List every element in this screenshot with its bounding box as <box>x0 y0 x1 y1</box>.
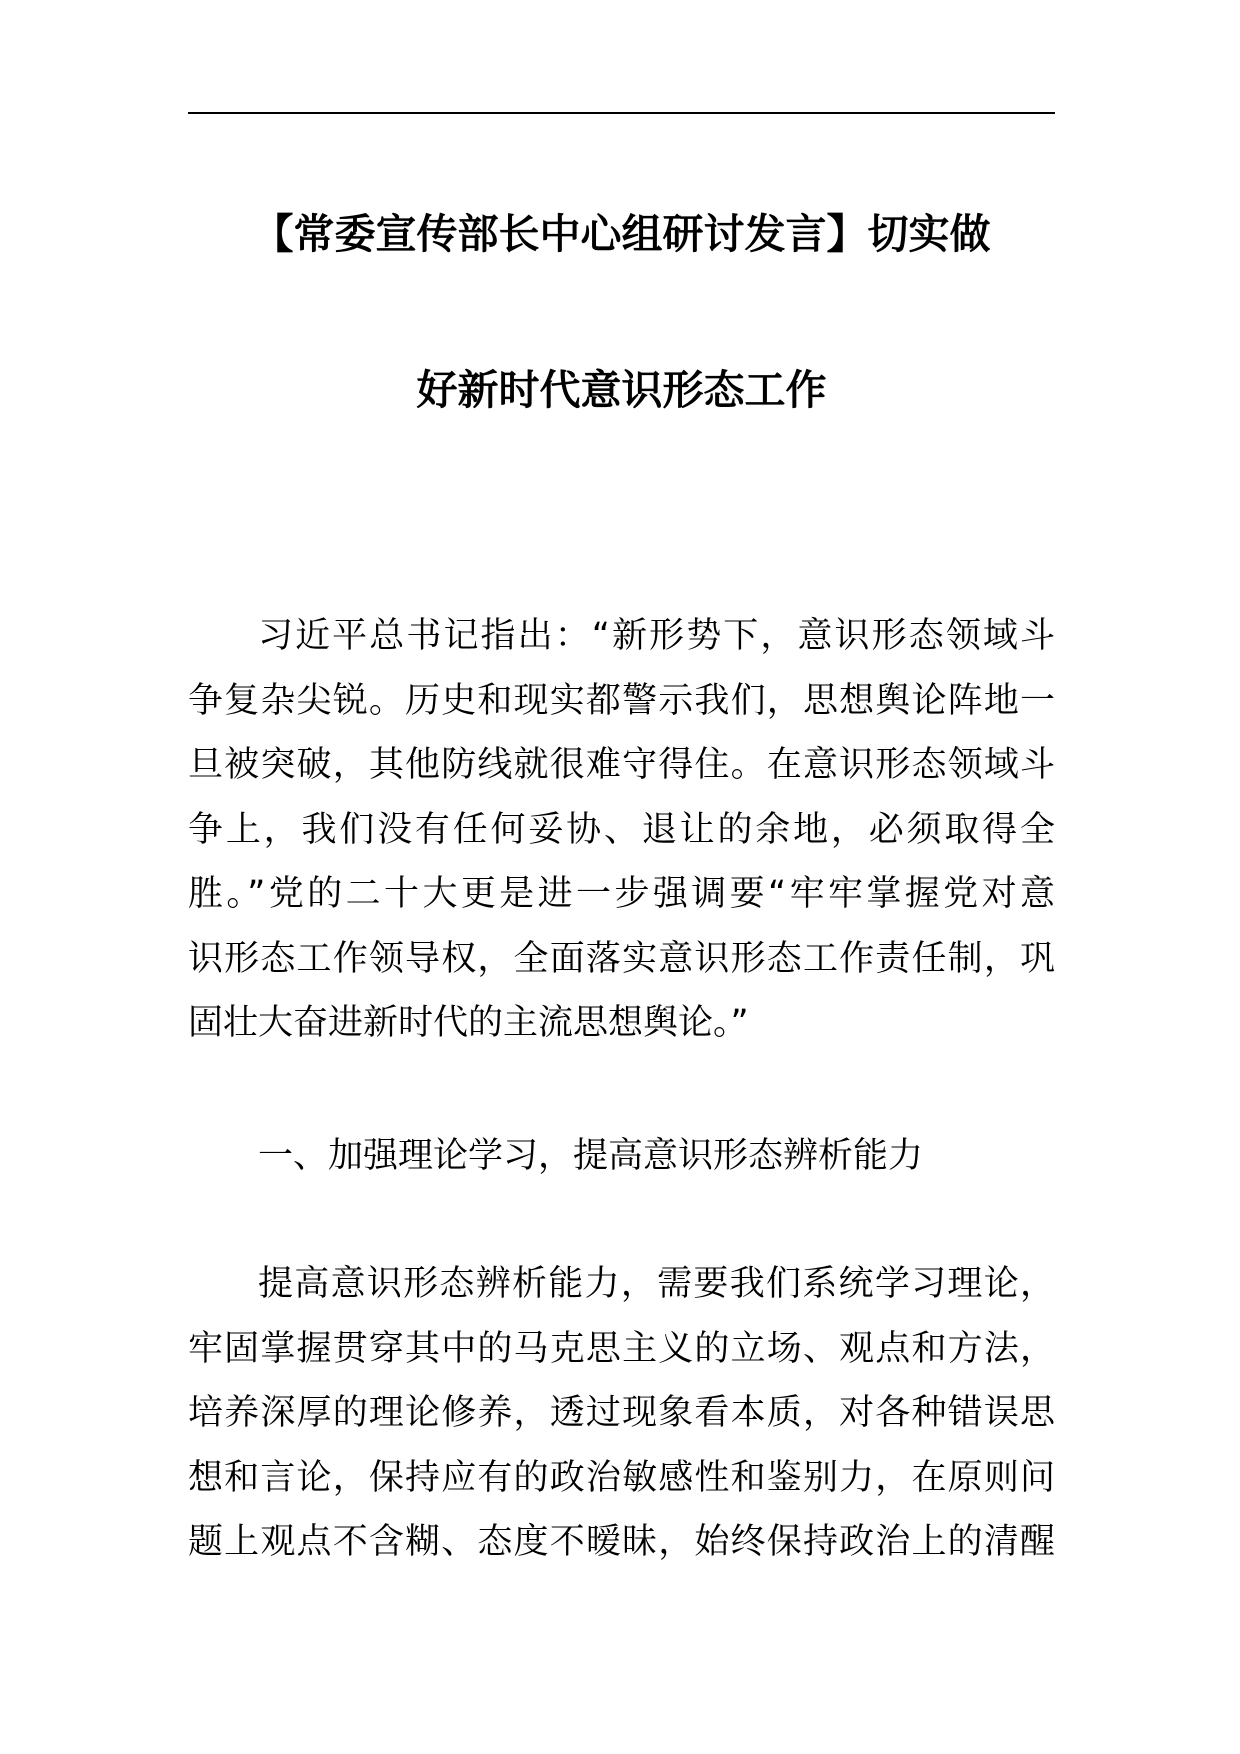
paragraph-line: 胜。”党的二十大更是进一步强调要“牢牢掌握党对意 <box>188 874 1055 914</box>
paragraph-line: 旦被突破，其他防线就很难守得住。在意识形态领域斗 <box>188 745 1055 785</box>
document-title-line-2: 好新时代意识形态工作 <box>416 366 827 414</box>
paragraph-line: 争上，我们没有任何妥协、退让的余地，必须取得全 <box>188 809 1055 850</box>
section-heading: 一、加强理论学习，提高意识形态辨析能力 <box>258 1136 924 1176</box>
paragraph-line: 培养深厚的理论修养，透过现象看本质，对各种错误思 <box>188 1393 1055 1433</box>
paragraph-line: 习近平总书记指出：“新形势下，意识形态领域斗 <box>258 616 1055 656</box>
paragraph-line: 识形态工作领导权，全面落实意识形态工作责任制，巩 <box>188 938 1055 979</box>
header-rule <box>188 112 1055 114</box>
paragraph-line: 牢固掌握贯穿其中的马克思主义的立场、观点和方法， <box>188 1328 1055 1369</box>
paragraph-line: 争复杂尖锐。历史和现实都警示我们，思想舆论阵地一 <box>188 680 1055 721</box>
document-title-line-1: 【常委宣传部长中心组研讨发言】切实做 <box>252 210 991 258</box>
paragraph-line: 固壮大奋进新时代的主流思想舆论。” <box>188 1003 749 1043</box>
paragraph-section-1 <box>188 1252 1055 1575</box>
paragraph-line: 提高意识形态辨析能力，需要我们系统学习理论， <box>258 1264 1055 1304</box>
paragraph-line: 题上观点不含糊、态度不暧昧，始终保持政治上的清醒 <box>188 1522 1055 1562</box>
paragraph-line: 想和言论，保持应有的政治敏感性和鉴别力，在原则问 <box>188 1457 1055 1498</box>
paragraph-intro <box>188 604 1055 1056</box>
